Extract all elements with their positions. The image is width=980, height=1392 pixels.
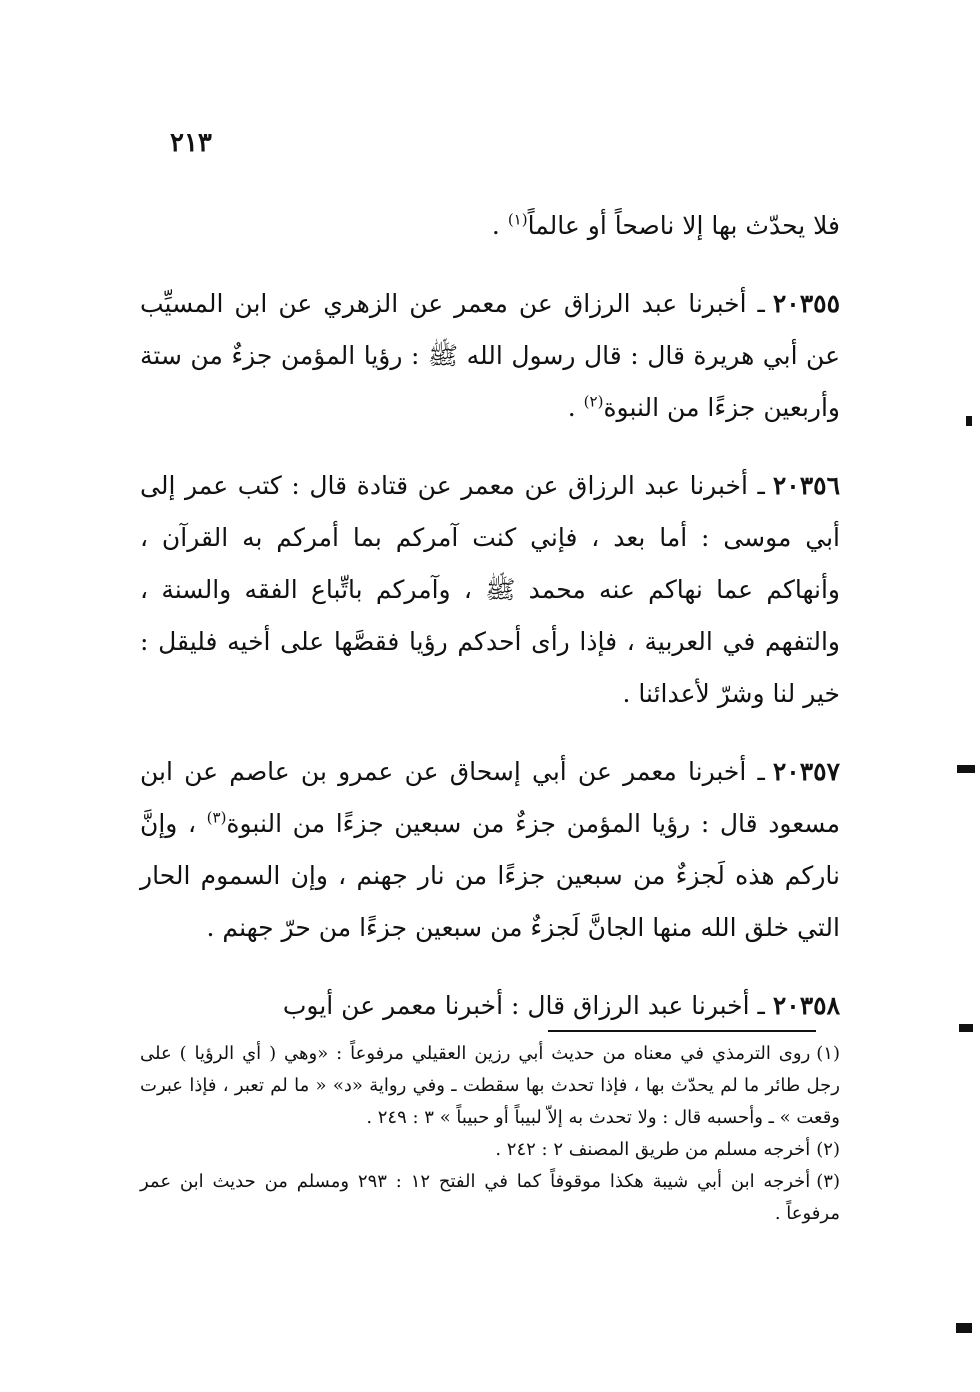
footnote-ref: (٢) — [583, 392, 604, 411]
footnote-text: أخرجه مسلم من طريق المصنف ٢ : ٢٤٢ . — [495, 1139, 811, 1160]
scan-edge-mark — [956, 1323, 972, 1333]
hadith-paragraph — [140, 278, 840, 434]
footnote-label: (١) — [816, 1043, 840, 1064]
footnote-item — [140, 1134, 840, 1166]
hadith-number: ٢٠٣٥٨ — [772, 991, 840, 1020]
footnote-ref: (١) — [507, 210, 528, 229]
hadith-text: ـ أخبرنا عبد الرزاق عن معمر عن قتادة قال : كتب عمر إلى أبي موسى : أما بعد ، فإني كنت آمركم بما أمركم به القرآن ، وأنهاكم عما نهاكم عنه محمد ﷺ ، وآمركم باتِّباع الفقه والسنة ، والتفهم في العربية ، فإذا رأى أحدكم رؤيا فقصَّها على أخيه فليقل : خير لنا وشرّ لأعدائنا . — [140, 471, 840, 708]
footnote-separator — [548, 1030, 816, 1032]
footnotes — [140, 1038, 840, 1230]
scan-edge-mark — [966, 416, 972, 426]
hadith-paragraph — [140, 460, 840, 720]
hadith-end: ، وإنَّ ناركم هذه لَجزءٌ من سبعين جزءًا من نار جهنم ، وإن السموم الحار التي خلق الله منها الجانَّ لَجزءٌ من سبعين جزءًا من حرّ جهنم . — [140, 809, 840, 942]
hadith-number: ٢٠٣٥٧ — [772, 757, 840, 786]
hadith-paragraph — [140, 746, 840, 954]
continuation-end: . — [491, 211, 508, 240]
hadith-text: ـ أخبرنا عبد الرزاق قال : أخبرنا معمر عن أيوب — [282, 991, 765, 1020]
hadith-number: ٢٠٣٥٥ — [772, 289, 840, 318]
footnote-label: (٢) — [816, 1139, 840, 1160]
footnote-label: (٣) — [816, 1171, 840, 1192]
hadith-paragraph — [140, 980, 840, 1032]
hadith-end: . — [567, 393, 584, 422]
footnote-item — [140, 1166, 840, 1230]
page-number: ٢١٣ — [170, 128, 212, 158]
hadith-number: ٢٠٣٥٦ — [772, 471, 840, 500]
footnote-text: أخرجه ابن أبي شيبة هكذا موقوفاً كما في الفتح ١٢ : ٢٩٣ ومسلم من حديث ابن عمر مرفوعاً . — [140, 1171, 840, 1224]
scan-edge-mark — [959, 1024, 973, 1032]
footnote-item — [140, 1038, 840, 1134]
main-text — [140, 200, 840, 1058]
hadith-text: ـ أخبرنا معمر عن أبي إسحاق عن عمرو بن عاصم عن ابن مسعود قال : رؤيا المؤمن جزءٌ من سبعين جزءًا من النبوة — [140, 757, 840, 838]
continuation-paragraph — [140, 200, 840, 252]
footnote-text: روى الترمذي في معناه من حديث أبي رزين العقيلي مرفوعاً : «وهي ( أي الرؤيا ) على رجل طائر ما لم يحدّث بها ، فإذا تحدث بها سقطت ـ وفي رواية «د» « ما لم تعبر ، فإذا عبرت وقعت » ـ وأحسبه قال : ولا تحدث به إلاّ لبيباً أو حبيباً » ٣ : ٢٤٩ . — [140, 1043, 840, 1128]
scan-edge-mark — [957, 765, 975, 773]
hadith-text: ـ أخبرنا عبد الرزاق عن معمر عن الزهري عن ابن المسيِّب عن أبي هريرة قال : قال رسول الله ﷺ : رؤيا المؤمن جزءٌ من ستة وأربعين جزءًا من النبوة — [140, 289, 840, 422]
continuation-text: فلا يحدّث بها إلا ناصحاً أو عالماً — [527, 211, 840, 240]
footnote-ref: (٣) — [206, 808, 227, 827]
